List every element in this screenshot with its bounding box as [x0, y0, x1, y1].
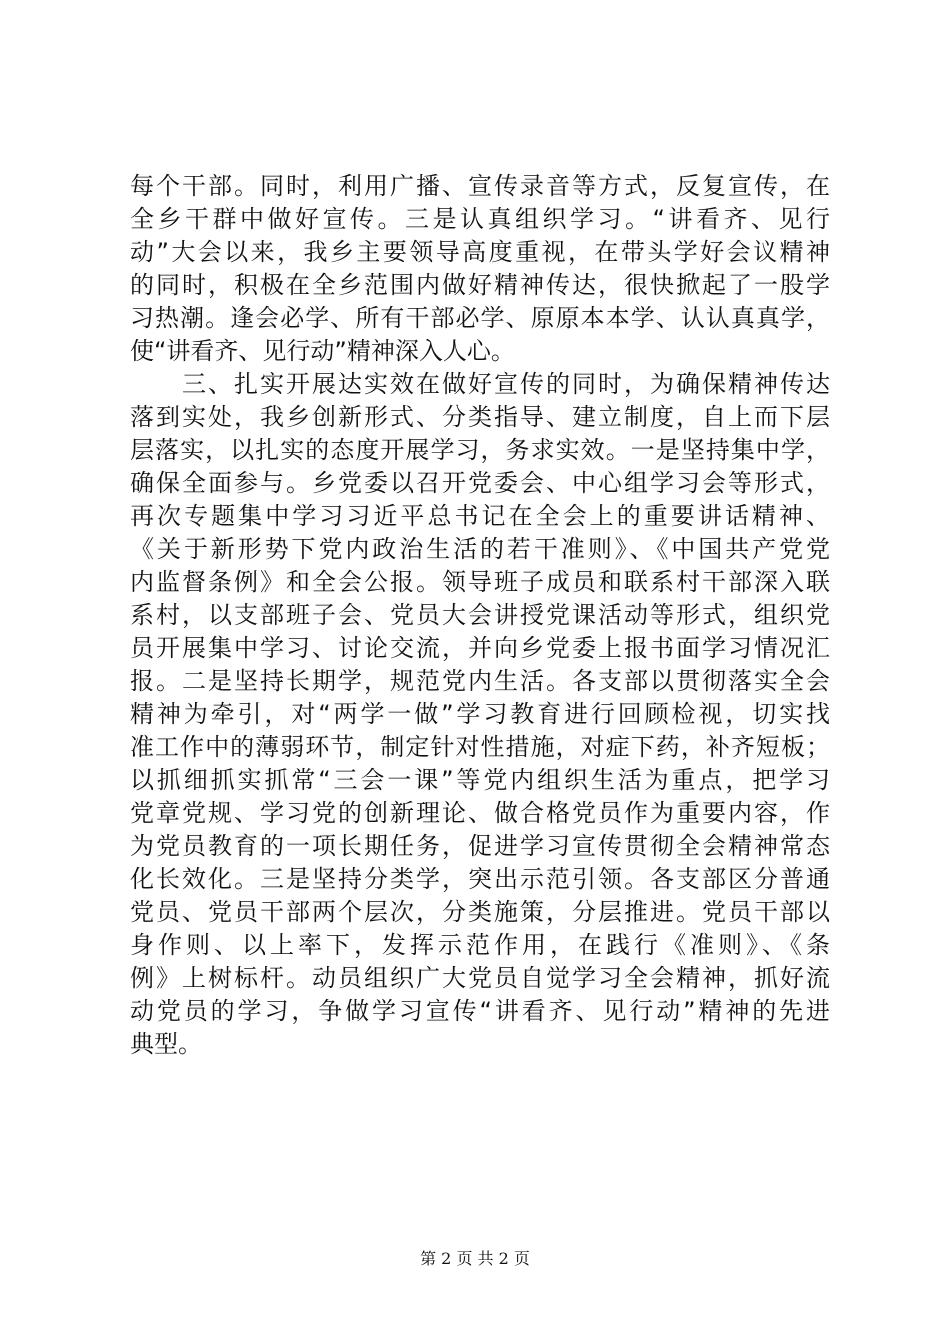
text-line: 为党员教育的一项长期任务，促进学习宣传贯彻全会精神常态 — [130, 832, 830, 860]
text-line: 例》上树标杆。动员组织广大党员自觉学习全会精神，抓好流 — [130, 964, 830, 992]
text-line: 习热潮。逢会必学、所有干部必学、原原本本学、认认真真学， — [130, 304, 830, 332]
text-line: 化长效化。三是坚持分类学，突出示范引领。各支部区分普通 — [130, 865, 830, 893]
text-line: 内监督条例》和全会公报。领导班子成员和联系村干部深入联 — [130, 568, 830, 596]
text-line: 三、扎实开展达实效在做好宣传的同时，为确保精神传达 — [130, 370, 830, 398]
text-line: 以抓细抓实抓常“三会一课”等党内组织生活为重点，把学习 — [130, 766, 830, 794]
text-line: 系村，以支部班子会、党员大会讲授党课活动等形式，组织党 — [130, 601, 830, 629]
text-line: 身作则、以上率下，发挥示范作用，在践行《准则》、《条 — [130, 931, 830, 959]
text-line: 党员、党员干部两个层次，分类施策，分层推进。党员干部以 — [130, 898, 830, 926]
text-line: 准工作中的薄弱环节，制定针对性措施，对症下药，补齐短板； — [130, 733, 830, 761]
text-line: 层落实，以扎实的态度开展学习，务求实效。一是坚持集中学， — [130, 436, 830, 464]
text-line: 动党员的学习，争做学习宣传“讲看齐、见行动”精神的先进 — [130, 997, 830, 1025]
text-line: 典型。 — [130, 1030, 202, 1058]
text-line: 的同时，积极在全乡范围内做好精神传达，很快掀起了一股学 — [130, 271, 830, 299]
text-line: 落到实处，我乡创新形式、分类指导、建立制度，自上而下层 — [130, 403, 830, 431]
text-line: 使“讲看齐、见行动”精神深入人心。 — [130, 337, 515, 365]
text-line: 党章党规、学习党的创新理论、做合格党员作为重要内容，作 — [130, 799, 830, 827]
text-line: 再次专题集中学习习近平总书记在全会上的重要讲话精神、 — [130, 502, 830, 530]
text-line: 精神为牵引，对“两学一做”学习教育进行回顾检视，切实找 — [130, 700, 830, 728]
text-line: 《关于新形势下党内政治生活的若干准则》、《中国共产党党 — [130, 535, 830, 563]
text-line: 动”大会以来，我乡主要领导高度重视，在带头学好会议精神 — [130, 238, 830, 266]
text-line: 每个干部。同时，利用广播、宣传录音等方式，反复宣传，在 — [130, 172, 830, 200]
page-number-footer: 第 2 页 共 2 页 — [420, 1249, 530, 1268]
text-line: 确保全面参与。乡党委以召开党委会、中心组学习会等形式， — [130, 469, 830, 497]
text-line: 全乡干群中做好宣传。三是认真组织学习。“讲看齐、见行 — [130, 205, 830, 233]
text-line: 员开展集中学习、讨论交流，并向乡党委上报书面学习情况汇 — [130, 634, 830, 662]
body-text — [130, 170, 830, 1061]
text-line: 报。二是坚持长期学，规范党内生活。各支部以贯彻落实全会 — [130, 667, 830, 695]
